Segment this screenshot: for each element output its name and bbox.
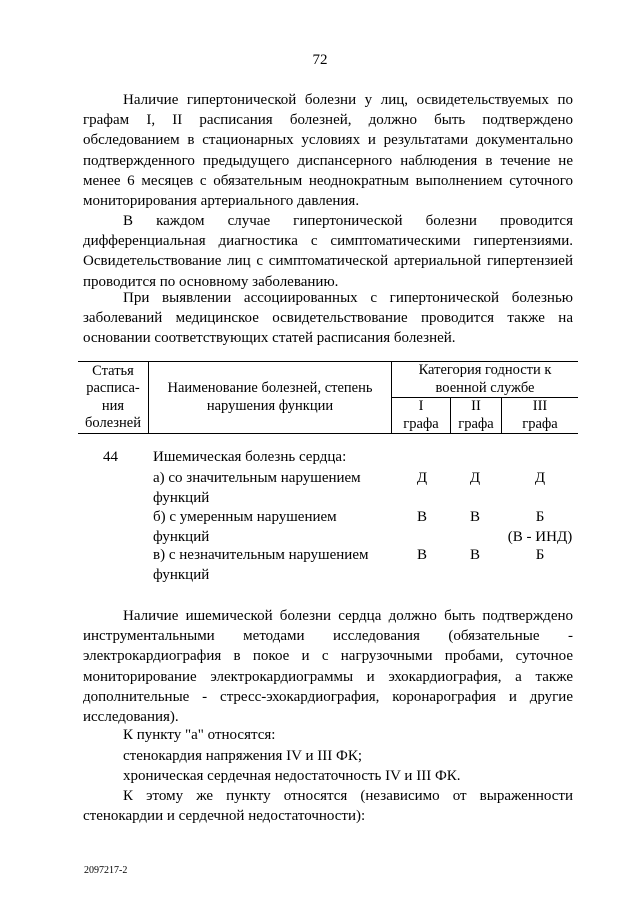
header-grafa-3 [502,398,579,434]
header-disease-name-column [149,362,392,434]
text-line: мониторирование электрокардиограммы и эхокардиография, а также [83,668,573,685]
header-text: графа [458,415,494,432]
item-b-grafa-1: В [416,509,427,525]
text-line: подтвержденного предыдущего диспансерного наблюдения в течение не [83,152,573,169]
header-text: нарушения функции [206,397,334,414]
text-line: менее 6 месяцев с обязательным неоднократным выполнением суточного [83,172,573,189]
header-text: ния [101,397,125,414]
text-line: проводится по основному заболеванию. [83,273,339,290]
item-c-grafa-1: В [416,547,427,563]
text-line: мониторирования артериального давления. [83,193,360,210]
header-text: Категория годности к [418,362,552,378]
header-text: I [418,398,424,414]
paragraph-ischemic-confirmation [83,606,573,727]
item-a-grafa-1: Д [416,470,428,486]
header-text: графа [403,415,439,432]
paragraph-hypertension-confirmation [83,90,573,211]
item-c-text [153,545,368,585]
list-line-heart-failure: хроническая сердечная недостаточность IV и III ФК. [123,768,461,784]
document-code: 2097217-2 [84,865,128,876]
item-b-grafa-2: В [469,509,480,525]
text-line: исследования). [83,709,179,726]
text-line: Освидетельствование лиц с симптоматической артериальной гипертензией [83,253,573,270]
item-a-grafa-2: Д [469,470,481,486]
text-line: функций [153,529,210,545]
text-line: функций [153,567,210,583]
text-line: заболеваний медицинское освидетельствование проводится также на [83,310,573,327]
fitness-category-table-header [78,361,578,434]
text-line: К этому же пункту относятся (независимо от выраженности [123,788,573,804]
header-article-column [78,362,149,434]
text-line: инструментальными методами исследования (обязательные - [83,628,573,645]
header-text: Наименование болезней, степень [167,380,373,396]
header-grafa-2 [451,398,502,434]
header-grafa-1 [392,398,451,434]
header-text: графа [522,415,558,432]
text-line: функций [153,490,210,506]
item-c-grafa-2: В [469,547,480,563]
text-line: (В - ИНД) [507,529,573,545]
text-line: При выявлении ассоциированных с гипертонической болезнью [123,290,573,306]
page-number: 72 [312,52,328,68]
paragraph-associated-diseases [83,288,573,349]
item-c-grafa-3: Б [535,547,545,563]
article-number: 44 [103,449,118,465]
header-text: военной службе [435,379,535,396]
item-b-text [153,507,337,547]
text-line: электрокардиография в покое и с нагрузочными пробами, суточное [83,648,573,665]
text-line: в) с незначительным нарушением [153,547,369,563]
header-fitness-category [392,362,579,398]
text-line: дифференциальная диагностика с симптоматическими гипертензиями. [83,233,573,250]
item-a-text [153,468,361,508]
header-text: Статья [92,362,134,379]
list-line-intro: К пункту "а" относятся: [123,727,276,743]
text-line: а) со значительным нарушением [153,470,361,486]
header-text: расписа- [86,380,140,396]
paragraph-same-point [83,786,573,826]
item-b-grafa-3 [495,507,585,547]
item-a-grafa-3: Д [534,470,546,486]
text-line: В каждом случае гипертонической болезни проводится [123,213,573,229]
header-text: II [471,398,481,414]
text-line: б) с умеренным нарушением [153,509,337,525]
text-line: дополнительные - стресс-эхокардиография, коронарография и другие [83,688,573,705]
list-line-angina: стенокардия напряжения IV и III ФК; [123,748,363,764]
paragraph-differential-diagnosis [83,211,573,292]
header-text: болезней [85,415,141,431]
text-line: обследованием в стационарных условиях и результатами документально [83,132,573,149]
text-line: графам I, II расписания болезней, должно быть подтверждено [83,112,573,129]
text-line: Б [535,509,545,525]
text-line: основании соответствующих статей расписания болезней. [83,330,456,347]
text-line: Наличие гипертонической болезни у лиц, освидетельствуемых по [123,92,573,108]
text-line: Наличие ишемической болезни сердца должно быть подтверждено [123,608,573,624]
header-text: III [532,398,548,414]
text-line: стенокардии и сердечной недостаточности): [83,808,366,825]
article-title: Ишемическая болезнь сердца: [153,449,347,465]
